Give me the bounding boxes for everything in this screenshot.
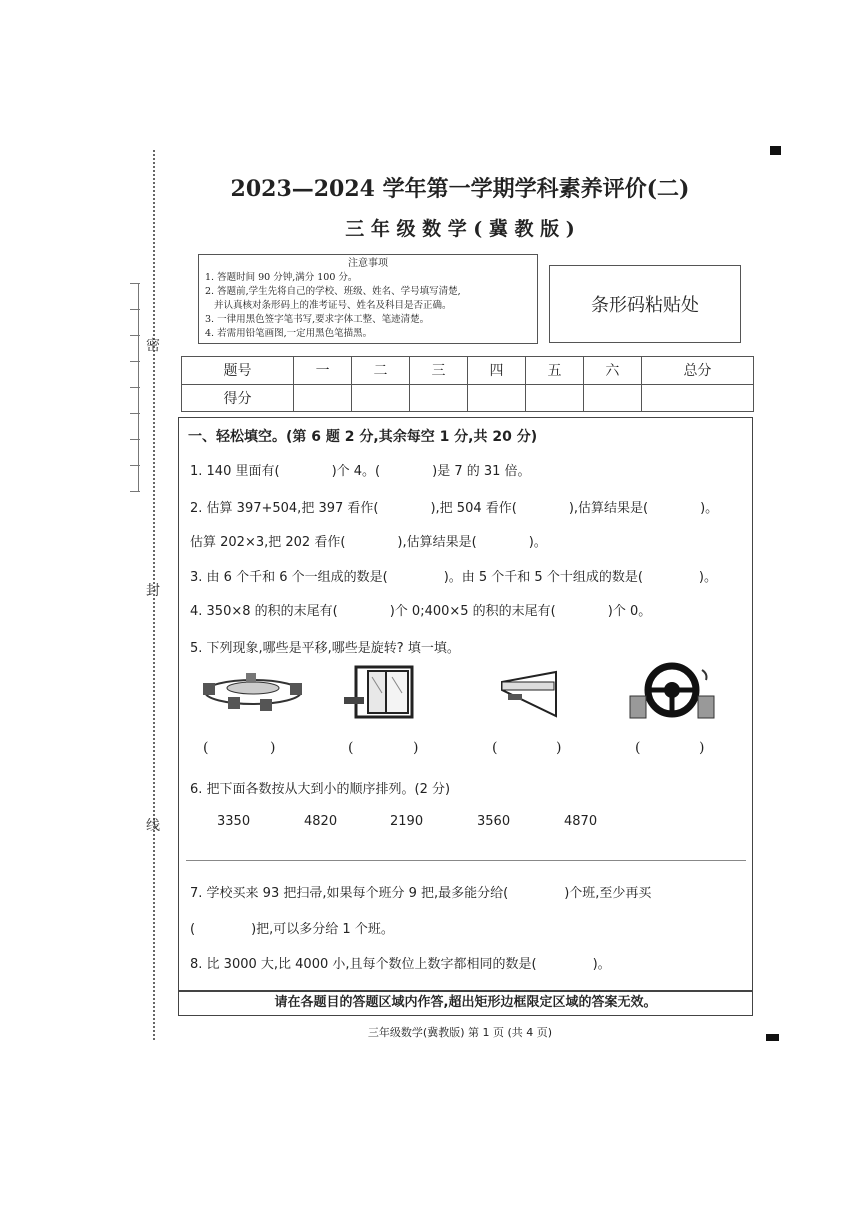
answer-line[interactable] <box>186 860 746 861</box>
carousel-icon <box>198 667 308 717</box>
number-item: 2190 <box>390 814 424 829</box>
answer-paren-close: ) <box>413 740 419 756</box>
notes-line: 1. 答题时间 90 分钟,满分 100 分。 <box>205 272 358 283</box>
number-item: 4820 <box>304 814 338 829</box>
registration-mark <box>766 1034 779 1041</box>
score-cell[interactable] <box>467 384 525 412</box>
score-table <box>181 356 754 412</box>
sliding-window-icon <box>342 665 416 720</box>
score-header-cell: 五 <box>525 357 583 385</box>
exam-title: 2023—2024 学年第一学期学科素养评价(二) <box>230 176 690 202</box>
number-item: 3560 <box>477 814 511 829</box>
answer-paren-close: ) <box>699 740 705 756</box>
score-header-cell: 二 <box>352 357 410 385</box>
side-char-mi: 密 <box>146 338 160 354</box>
answer-paren-open: ( <box>348 740 354 756</box>
side-tick <box>130 387 140 388</box>
answer-paren-open: ( <box>203 740 209 756</box>
question-6: 6. 把下面各数按从大到小的顺序排列。(2 分) <box>190 782 451 797</box>
notes-box <box>198 254 538 344</box>
question-4: 4. 350×8 的积的末尾有( )个 0;400×5 的积的末尾有( )个 0。 <box>190 604 652 619</box>
notes-heading: 注意事项 <box>348 258 388 269</box>
side-tick <box>130 309 140 310</box>
barcode-area <box>549 265 741 343</box>
score-header-cell: 题号 <box>182 357 294 385</box>
side-tick <box>130 283 140 284</box>
drawer-icon <box>500 668 560 720</box>
notes-line: 并认真核对条形码上的准考证号、姓名及科目是否正确。 <box>205 300 452 311</box>
question-8: 8. 比 3000 大,比 4000 小,且每个数位上数字都相同的数是( )。 <box>190 957 611 972</box>
answer-paren-close: ) <box>270 740 276 756</box>
barcode-label: 条形码粘贴处 <box>591 295 699 316</box>
side-tick <box>130 439 140 440</box>
side-tick <box>130 361 140 362</box>
number-item: 4870 <box>564 814 598 829</box>
notes-line: 2. 答题前,学生先将自己的学校、班级、姓名、学号填写清楚, <box>205 286 461 297</box>
question-7b: ( )把,可以多分给 1 个班。 <box>190 922 394 937</box>
number-item: 3350 <box>217 814 251 829</box>
question-2b: 估算 202×3,把 202 看作( ),估算结果是( )。 <box>190 535 547 550</box>
side-tick <box>130 465 140 466</box>
exam-subtitle: 三 年 级 数 学 ( 冀 教 版 ) <box>345 218 575 240</box>
page-footer: 三年级数学(冀教版) 第 1 页 (共 4 页) <box>367 1026 553 1039</box>
registration-mark <box>770 146 781 155</box>
notes-line: 3. 一律用黑色签字笔书写,要求字体工整、笔迹清楚。 <box>205 314 430 325</box>
steering-wheel-icon <box>628 660 716 722</box>
score-cell[interactable] <box>410 384 468 412</box>
score-cell[interactable] <box>525 384 583 412</box>
score-row-label: 得分 <box>182 384 294 412</box>
question-3: 3. 由 6 个千和 6 个一组成的数是( )。由 5 个千和 5 个十组成的数是( )。 <box>190 570 717 585</box>
score-cell[interactable] <box>352 384 410 412</box>
score-cell[interactable] <box>294 384 352 412</box>
score-header-cell: 六 <box>583 357 641 385</box>
score-header-cell: 四 <box>467 357 525 385</box>
score-header-cell: 三 <box>410 357 468 385</box>
score-cell[interactable] <box>583 384 641 412</box>
score-header-cell: 一 <box>294 357 352 385</box>
notes-line: 4. 若需用铅笔画图,一定用黑色笔描黑。 <box>205 328 373 339</box>
answer-paren-open: ( <box>492 740 498 756</box>
section-heading: 一、轻松填空。(第 6 题 2 分,其余每空 1 分,共 20 分) <box>188 429 538 445</box>
question-7: 7. 学校买来 93 把扫帚,如果每个班分 9 把,最多能分给( )个班,至少再买 <box>190 886 652 901</box>
answer-paren-close: ) <box>556 740 562 756</box>
score-header-cell: 总分 <box>641 357 753 385</box>
side-tick <box>130 413 140 414</box>
side-char-feng: 封 <box>146 583 160 599</box>
side-tick <box>130 335 140 336</box>
side-char-xian: 线 <box>146 818 160 834</box>
question-5: 5. 下列现象,哪些是平移,哪些是旋转? 填一填。 <box>190 641 460 656</box>
question-2: 2. 估算 397+504,把 397 看作( ),把 504 看作( ),估算结果是( )。 <box>190 501 719 516</box>
answer-rule-box: 请在各题目的答题区域内作答,超出矩形边框限定区域的答案无效。 <box>178 991 753 1016</box>
question-1: 1. 140 里面有( )个 4。( )是 7 的 31 倍。 <box>190 464 531 479</box>
answer-paren-open: ( <box>635 740 641 756</box>
score-cell[interactable] <box>641 384 753 412</box>
side-tick <box>130 491 140 492</box>
